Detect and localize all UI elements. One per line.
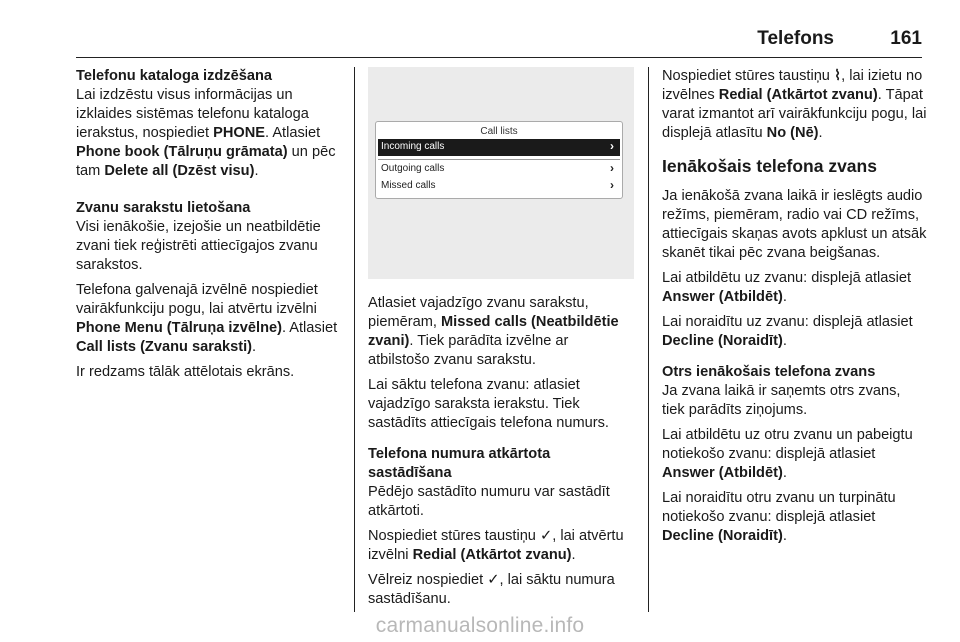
menu-label: Redial (Atkārtot zvanu) (718, 87, 878, 103)
chevron-right-icon: › (610, 139, 614, 153)
menu-label: Delete all (Dzēst visu) (104, 163, 255, 179)
paragraph: Visi ienākošie, izejošie un neatbildētie zvani tiek reģistrēti attiecīgajos zvanu sarakstos. (76, 219, 321, 273)
menu-label: No (Nē) (766, 125, 819, 141)
watermark: carmanualsonline.info (375, 614, 585, 637)
paragraph: Ja ienākošā zvana laikā ir ieslēgts audio režīms, piemēram, radio vai CD režīms, attiecīgais skaņas avots apklust un atsāk skanēt tikai pēc zvana beigšanas. (662, 188, 927, 261)
paragraph: Lai izdzēstu visus informācijas un izklaides sistēmas telefonu kataloga ierakstus, nospiediet PHONE. Atlasiet Phone book (Tālruņu grāmata) un pēc tam Delete all (Dzēst visu). (76, 87, 336, 179)
column-3 (662, 67, 927, 552)
list-item-incoming-calls[interactable]: Incoming calls › (378, 139, 620, 156)
column-1 (76, 67, 342, 388)
section-heading: Telefonu kataloga izdzēšana (76, 68, 272, 84)
menu-label: Phone book (Tālruņu grāmata) (76, 144, 288, 160)
section-heading: Zvanu sarakstu lietošana (76, 200, 251, 216)
section-heading: Telefona numura atkārtota sastādīšana (368, 446, 551, 481)
column-divider (648, 67, 649, 612)
paragraph: Lai noraidītu uz zvanu: displejā atlasiet Decline (Noraidīt). (662, 314, 913, 349)
page-number: 161 (890, 28, 922, 49)
chevron-right-icon: › (610, 178, 614, 192)
paragraph: Ir redzams tālāk attēlotais ekrāns. (76, 364, 295, 380)
call-lists-screen (368, 67, 634, 279)
list-item-missed-calls[interactable]: Missed calls › (381, 178, 614, 192)
menu-label: Redial (Atkārtot zvanu) (412, 547, 572, 563)
menu-label: Decline (Noraidīt) (662, 528, 783, 544)
chevron-right-icon: › (610, 161, 614, 175)
call-lists-panel (375, 121, 623, 199)
paragraph: Lai noraidītu otru zvanu un turpinātu notiekošo zvanu: displejā atlasiet Decline (Noraidīt). (662, 490, 896, 544)
section-heading: Otrs ienākošais telefona zvans (662, 364, 876, 380)
paragraph: Vēlreiz nospiediet ✓, lai sāktu numura sastādīšanu. (368, 572, 615, 607)
page-header (76, 24, 922, 54)
column-2 (368, 67, 634, 615)
hangup-icon: ⌇ (833, 68, 842, 84)
paragraph: Lai atbildētu uz otru zvanu un pabeigtu notiekošo zvanu: displejā atlasiet Answer (Atbildēt). (662, 427, 913, 481)
paragraph: Telefona galvenajā izvēlnē nospiediet vairākfunkciju pogu, lai atvērtu izvēlni Phone Menu (Tālruņa izvēlne). Atlasiet Call lists (Zvanu saraksti). (76, 282, 338, 355)
paragraph: Nospiediet stūres taustiņu ✓, lai atvērtu izvēlni Redial (Atkārtot zvanu). (368, 528, 624, 563)
menu-label: Missed calls (Neatbildētie zvani) (368, 314, 619, 349)
menu-label: Answer (Atbildēt) (662, 465, 783, 481)
paragraph: Atlasiet vajadzīgo zvanu sarakstu, piemēram, Missed calls (Neatbildētie zvani). Tiek parādīta izvēlne ar atbilstošo zvanu sarakstu. (368, 295, 619, 368)
column-divider (354, 67, 355, 612)
paragraph: Pēdējo sastādīto numuru var sastādīt atkārtoti. (368, 484, 610, 519)
paragraph: Lai atbildētu uz zvanu: displejā atlasiet Answer (Atbildēt). (662, 270, 912, 305)
menu-label: Decline (Noraidīt) (662, 333, 783, 349)
paragraph: Ja zvana laikā ir saņemts otrs zvans, tiek parādīts ziņojums. (662, 383, 901, 418)
menu-label: Phone Menu (Tālruņa izvēlne) (76, 320, 282, 336)
paragraph: Nospiediet stūres taustiņu ⌇, lai izietu no izvēlnes Redial (Atkārtot zvanu). Tāpat varat izmantot arī vairākfunkciju pogu, lai displejā atlasītu No (Nē). (662, 68, 927, 141)
section-heading: Ienākošais telefona zvans (662, 156, 877, 176)
call-icon: ✓ (539, 528, 553, 544)
menu-label: Call lists (Zvanu saraksti) (76, 339, 253, 355)
call-icon: ✓ (487, 572, 500, 588)
header-title: Telefons (757, 28, 834, 49)
key-label: PHONE (213, 125, 266, 141)
paragraph: Lai sāktu telefona zvanu: atlasiet vajadzīgo saraksta ierakstu. Tiek sastādīts attiecīgais telefona numurs. (368, 377, 609, 431)
menu-label: Answer (Atbildēt) (662, 289, 783, 305)
screen-title: Call lists (480, 126, 518, 137)
header-rule (76, 57, 922, 58)
list-item-outgoing-calls[interactable]: Outgoing calls › (381, 161, 614, 175)
